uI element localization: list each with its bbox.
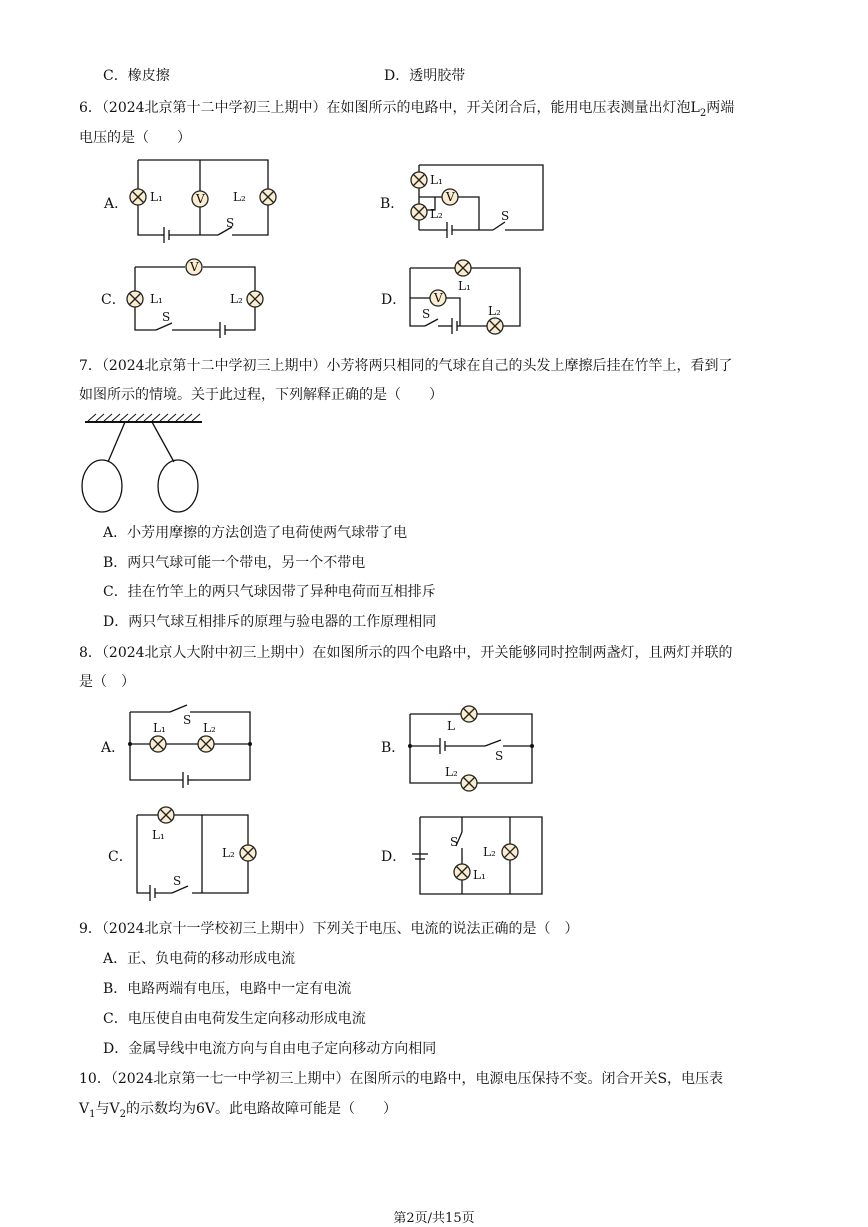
- q8-stem-line2: 是（ ）: [79, 674, 135, 690]
- svg-text:V: V: [434, 291, 443, 305]
- q6-label-a: A．: [104, 196, 129, 212]
- q6d-switch-label: S: [422, 307, 431, 321]
- q9-stem: 9．（2024北京十一学校初三上期中）下列关于电压、电流的说法正确的是（ ）: [79, 921, 579, 937]
- svg-text:V: V: [446, 190, 455, 204]
- q8b-l1-label: L: [447, 719, 455, 733]
- q6c-switch-label: S: [162, 310, 171, 324]
- q6-circuit-b: [405, 160, 555, 240]
- q10-v1-symbol: V: [79, 1101, 90, 1117]
- q8b-switch-label: S: [495, 749, 504, 763]
- q6-l2-symbol: L: [690, 100, 700, 116]
- q6a-l1-label: L₁: [150, 190, 163, 204]
- q10-conjunction: 与: [95, 1101, 110, 1117]
- q6b-l2-label: L₂: [430, 207, 443, 221]
- q8d-l1-label: L₁: [473, 868, 486, 882]
- q6b-switch-label: S: [501, 209, 510, 223]
- q8c-switch-label: S: [173, 874, 182, 888]
- q8-circuit-c: [130, 805, 260, 905]
- q6d-l1-label: L₁: [458, 279, 471, 293]
- q8-circuit-b: [405, 700, 545, 800]
- q6-stem-line2: 电压的是（ ）: [79, 130, 191, 146]
- q7-option-b: B．两只气球可能一个带电，另一个不带电: [103, 555, 366, 571]
- q6-l2-subscript: 2: [699, 108, 707, 119]
- q6a-l2-label: L₂: [233, 190, 246, 204]
- page-footer: 第2页/共15页: [393, 1211, 475, 1226]
- q6d-l2-label: L₂: [488, 304, 501, 318]
- q10-stem-line2: [79, 1099, 397, 1121]
- q8a-l2-label: L₂: [203, 721, 216, 735]
- q5-option-c: C．橡皮擦: [103, 68, 170, 84]
- q8c-l1-label: L₁: [152, 828, 165, 842]
- q5-option-d: D．透明胶带: [384, 68, 466, 84]
- q6c-l2-label: L₂: [230, 292, 243, 306]
- q6-label-c: C．: [101, 292, 126, 308]
- q6-circuit-a: [120, 155, 280, 247]
- q8-label-a: A．: [101, 740, 126, 756]
- q6b-l1-label: L₁: [430, 173, 443, 187]
- q6-label-b: B．: [380, 196, 405, 212]
- q6-l2-tail: 两端: [706, 100, 735, 116]
- q8-label-c: C．: [108, 849, 133, 865]
- q8-circuit-a: [125, 700, 260, 790]
- q8b-l2-label: L₂: [445, 765, 458, 779]
- svg-text:V: V: [190, 260, 199, 274]
- q6-stem-text: 6．（2024北京第十二中学初三上期中）在如图所示的电路中，开关闭合后，能用电压表测量出灯泡: [79, 100, 691, 116]
- q10-stem-line1: 10．（2024北京第一七一中学初三上期中）在图所示的电路中，电源电压保持不变。闭合开关S，电压表: [79, 1071, 724, 1087]
- q6c-l1-label: L₁: [150, 292, 163, 306]
- q9-option-b: B．电路两端有电压，电路中一定有电流: [103, 981, 352, 997]
- q8-label-d: D．: [381, 849, 407, 865]
- q7-stem-line2: 如图所示的情境。关于此过程，下列解释正确的是（ ）: [79, 387, 443, 403]
- q7-balloons-figure: [70, 412, 210, 517]
- q6-circuit-c: [120, 257, 270, 337]
- q10-v2-symbol: V: [109, 1101, 120, 1117]
- q6-circuit-d: [400, 260, 530, 340]
- q8c-l2-label: L₂: [222, 846, 235, 860]
- q7-option-c: C．挂在竹竿上的两只气球因带了异种电荷而互相排斥: [103, 584, 436, 600]
- q6-stem-line1: [79, 98, 734, 120]
- q7-stem-line1: 7．（2024北京第十二中学初三上期中）小芳将两只相同的气球在自己的头发上摩擦后挂在竹竿上，看到了: [79, 358, 733, 374]
- q6a-switch-label: S: [226, 216, 235, 230]
- q7-option-a: A．小芳用摩擦的方法创造了电荷使两气球带了电: [103, 525, 408, 541]
- q8a-l1-label: L₁: [153, 721, 166, 735]
- q8-label-b: B．: [381, 740, 406, 756]
- q10-v1-subscript: 1: [89, 1109, 96, 1120]
- q8d-l2-label: L₂: [483, 845, 496, 859]
- q10-v2-subscript: 2: [119, 1109, 126, 1120]
- q6-label-d: D．: [381, 292, 407, 308]
- q8-stem-line1: 8．（2024北京人大附中初三上期中）在如图所示的四个电路中，开关能够同时控制两盏灯，且两灯并联的: [79, 645, 733, 661]
- q9-option-d: D．金属导线中电流方向与自由电子定向移动方向相同: [103, 1041, 437, 1057]
- q8a-switch-label: S: [183, 713, 192, 727]
- q7-option-d: D．两只气球互相排斥的原理与验电器的工作原理相同: [103, 614, 437, 630]
- q8d-switch-label: S: [450, 835, 459, 849]
- q8-circuit-d: [410, 812, 550, 897]
- q9-option-a: A．正、负电荷的移动形成电流: [103, 951, 296, 967]
- q10-stem-tail: 的示数均为6V。此电路故障可能是（ ）: [126, 1101, 398, 1117]
- svg-text:V: V: [196, 192, 205, 206]
- q9-option-c: C．电压使自由电荷发生定向移动形成电流: [103, 1011, 366, 1027]
